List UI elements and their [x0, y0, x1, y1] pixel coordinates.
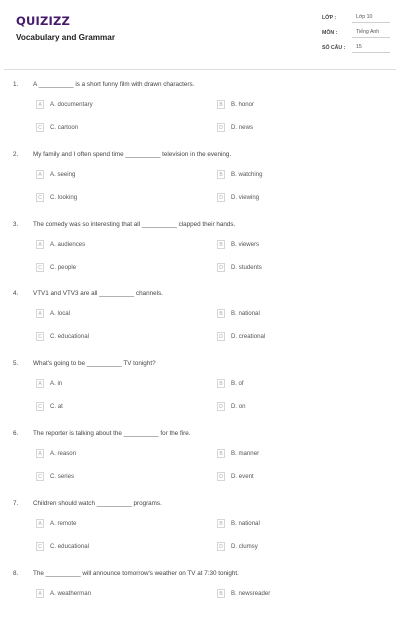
option-text: B. of — [231, 380, 244, 388]
meta-value-class: Lớp 10 — [352, 12, 390, 23]
option-text: A. documentary — [50, 101, 93, 108]
option-text: B. newsreader — [231, 589, 271, 597]
option-text: A. audiences — [50, 240, 86, 248]
option-text: B. viewers — [231, 240, 260, 248]
option-text: D. students — [231, 263, 262, 271]
question-text: What's going to be __________ TV tonight? — [33, 360, 156, 368]
option-letter-box: A — [36, 100, 44, 109]
option-letter-box: D — [217, 263, 225, 272]
option-text: C. at — [50, 403, 63, 411]
option-letter-box: D — [217, 472, 225, 481]
option-letter-box: B — [217, 519, 225, 528]
option-text: A. remote — [50, 519, 77, 527]
option-letter-box: A — [36, 449, 44, 458]
question-text: The comedy was so interesting that all __________ clapped their hands. — [33, 220, 236, 228]
option-text: D. event — [231, 472, 254, 480]
option-text: D. creational — [231, 333, 266, 341]
option-letter-box: D — [217, 402, 225, 411]
option-letter-box: C — [36, 472, 44, 481]
option-text: D. news — [231, 124, 254, 131]
option-letter-box: A — [36, 170, 44, 179]
option-text: C. looking — [50, 193, 78, 201]
question-number: 8. — [13, 569, 19, 577]
option-letter-box: D — [217, 332, 225, 341]
meta-value-question-count: 15 — [352, 42, 390, 53]
meta-label-class: LỚP : — [322, 15, 337, 21]
option-letter-box: A — [36, 240, 44, 249]
worksheet-header — [0, 0, 400, 72]
option-text: D. clumsy — [231, 542, 258, 550]
worksheet-title: Vocabulary and Grammar — [16, 33, 116, 42]
question-number: 6. — [13, 429, 19, 437]
option-letter-box: C — [36, 542, 44, 551]
quizizz-logo: QUIZIZZ — [16, 14, 71, 28]
option-text: A. local — [50, 310, 70, 318]
question-text: The reporter is talking about the __________ for the fire. — [33, 429, 191, 437]
option-letter-box: C — [36, 123, 44, 132]
meta-row-subject — [316, 27, 390, 42]
option-letter-box: D — [217, 123, 225, 132]
option-text: D. viewing — [231, 193, 260, 201]
meta-row-class — [316, 12, 390, 27]
question-number: 4. — [13, 290, 19, 298]
option-text: A. reason — [50, 449, 77, 457]
question-block — [0, 497, 400, 567]
option-letter-box: B — [217, 309, 225, 318]
option-text: A. seeing — [50, 170, 76, 178]
option-text: A. in — [50, 380, 63, 388]
option-letter-box: B — [217, 170, 225, 179]
question-text: Children should watch __________ programs. — [33, 499, 162, 507]
meta-label-subject: MÔN : — [322, 30, 338, 36]
worksheet-meta — [316, 12, 390, 57]
option-letter-box: C — [36, 193, 44, 202]
option-text: C. cartoon — [50, 124, 79, 131]
meta-value-subject: Tiếng Anh — [352, 27, 390, 38]
option-letter-box: B — [217, 449, 225, 458]
option-text: B. national — [231, 310, 260, 318]
question-number: 3. — [13, 220, 19, 228]
option-letter-box: B — [217, 240, 225, 249]
question-block — [0, 567, 400, 636]
option-text: B. watching — [231, 170, 263, 178]
option-text: A. weatherman — [50, 589, 91, 597]
option-letter-box: B — [217, 379, 225, 388]
option-letter-box: A — [36, 589, 44, 598]
question-block — [0, 357, 400, 427]
option-letter-box: C — [36, 402, 44, 411]
question-number: 2. — [13, 150, 19, 158]
question-list — [0, 78, 400, 636]
option-text: B. honor — [231, 101, 255, 108]
question-block — [0, 427, 400, 497]
option-letter-box: B — [217, 589, 225, 598]
question-text: A __________ is a short funny film with drawn characters. — [33, 81, 195, 88]
option-letter-box: A — [36, 519, 44, 528]
option-letter-box: C — [36, 263, 44, 272]
meta-label-question-count: SỐ CÂU : — [322, 45, 346, 51]
option-text: C. people — [50, 263, 77, 271]
question-number: 7. — [13, 499, 19, 507]
option-text: B. manner — [231, 449, 260, 457]
option-letter-box: D — [217, 193, 225, 202]
question-number: 5. — [13, 360, 19, 368]
option-letter-box: D — [217, 542, 225, 551]
option-letter-box: A — [36, 379, 44, 388]
option-letter-box: C — [36, 332, 44, 341]
question-block — [0, 78, 400, 148]
question-text: VTV1 and VTV3 are all __________ channels. — [33, 290, 163, 298]
option-text: C. series — [50, 472, 75, 480]
question-block — [0, 287, 400, 357]
question-text: My family and I often spend time __________ television in the evening. — [33, 150, 232, 158]
question-block — [0, 218, 400, 288]
meta-row-question-count — [316, 42, 390, 57]
option-text: D. on — [231, 403, 246, 411]
option-text: C. educational — [50, 333, 89, 341]
question-block — [0, 148, 400, 218]
option-text: C. educational — [50, 542, 89, 550]
option-letter-box: A — [36, 309, 44, 318]
question-number: 1. — [13, 81, 19, 88]
option-text: B. national — [231, 519, 260, 527]
option-letter-box: B — [217, 100, 225, 109]
header-divider — [4, 69, 396, 70]
question-text: The __________ will announce tomorrow's weather on TV at 7:30 tonight. — [33, 569, 239, 577]
